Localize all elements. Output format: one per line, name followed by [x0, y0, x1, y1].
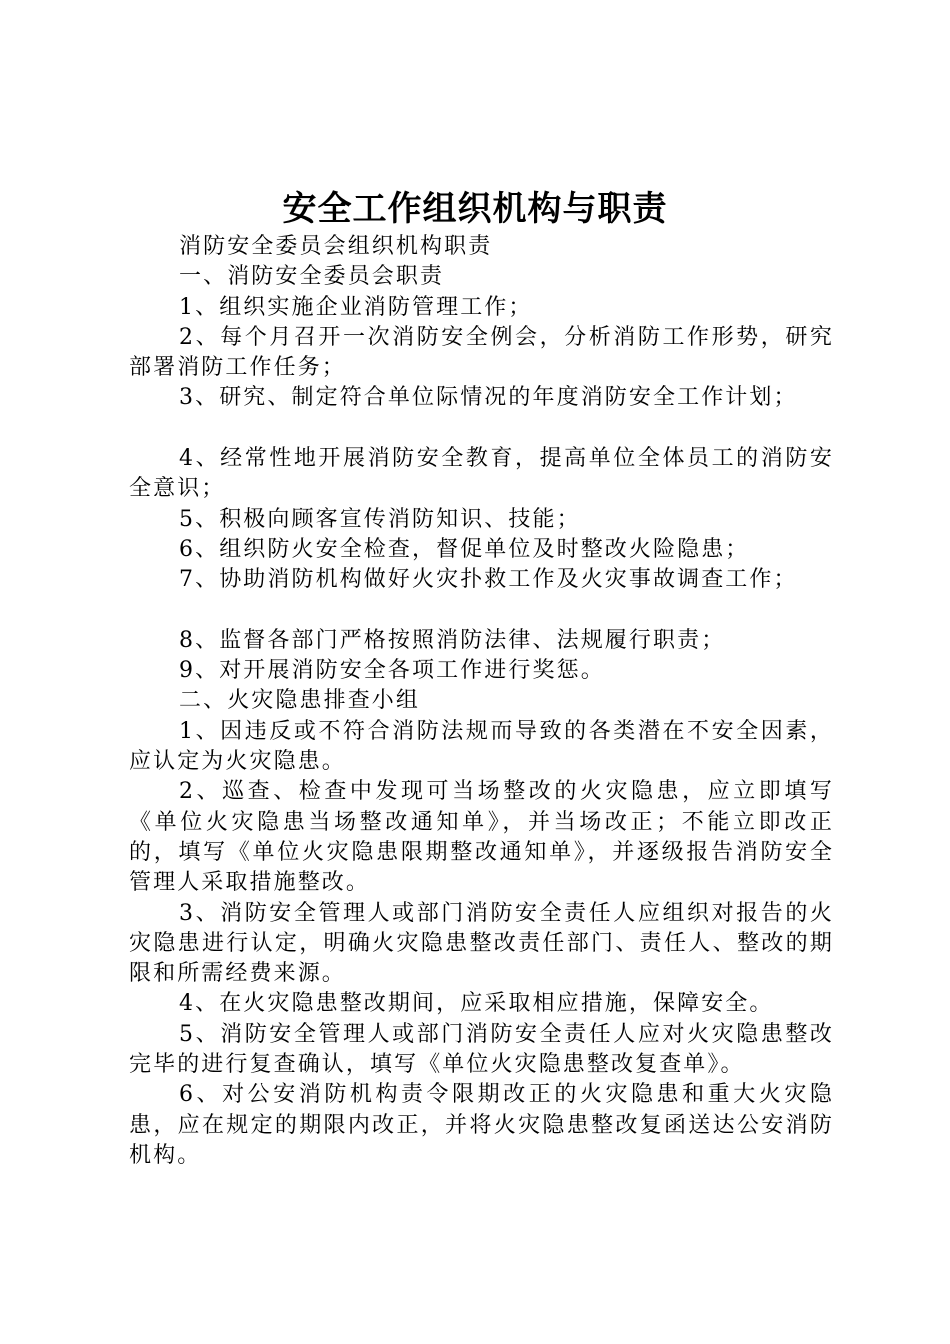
paragraph: 2、巡查、检查中发现可当场整改的火灾隐患，应立即填写《单位火灾隐患当场整改通知单》，并当场改正；不能立即改正的，填写《单位火灾隐患限期整改通知单》，并逐级报告消防安全管理人采取措施整改。 [129, 779, 834, 896]
paragraph: 二、火灾隐患排查小组 [179, 688, 421, 714]
blank-line [129, 414, 834, 444]
paragraph: 3、研究、制定符合单位际情况的年度消防安全工作计划； [179, 385, 798, 411]
paragraph: 5、消防安全管理人或部门消防安全责任人应对火灾隐患整改完毕的进行复查确认，填写《单位火灾隐患整改复查单》。 [129, 1021, 834, 1078]
paragraph: 7、协助消防机构做好火灾扑救工作及火灾事故调查工作； [179, 567, 798, 593]
paragraph: 4、经常性地开展消防安全教育，提高单位全体员工的消防安全意识； [129, 446, 834, 502]
paragraph: 1、因违反或不符合消防法规而导致的各类潜在不安全因素，应认定为火灾隐患。 [129, 718, 834, 775]
paragraph: 3、消防安全管理人或部门消防安全责任人应组织对报告的火灾隐患进行认定，明确火灾隐患整改责任部门、责任人、整改的期限和所需经费来源。 [129, 900, 834, 987]
paragraph: 1、组织实施企业消防管理工作； [179, 294, 533, 320]
document-title: 安全工作组织机构与职责 [282, 189, 668, 229]
paragraph: 消防安全委员会组织机构职责 [179, 234, 493, 259]
paragraph: 4、在火灾隐患整改期间，应采取相应措施，保障安全。 [179, 991, 774, 1017]
paragraph: 一、消防安全委员会职责 [179, 264, 445, 290]
paragraph: 8、监督各部门严格按照消防法律、法规履行职责； [179, 627, 726, 653]
document-body [129, 232, 834, 1171]
paragraph: 6、组织防火安全检查，督促单位及时整改火险隐患； [179, 536, 750, 562]
paragraph: 2、每个月召开一次消防安全例会，分析消防工作形势，研究部署消防工作任务； [129, 324, 834, 381]
blank-line [129, 596, 834, 626]
paragraph: 5、积极向顾客宣传消防知识、技能； [179, 506, 581, 532]
paragraph: 9、对开展消防安全各项工作进行奖惩。 [179, 658, 605, 684]
paragraph: 6、对公安消防机构责令限期改正的火灾隐患和重大火灾隐患，应在规定的期限内改正，并将火灾隐患整改复函送达公安消防机构。 [129, 1082, 834, 1168]
